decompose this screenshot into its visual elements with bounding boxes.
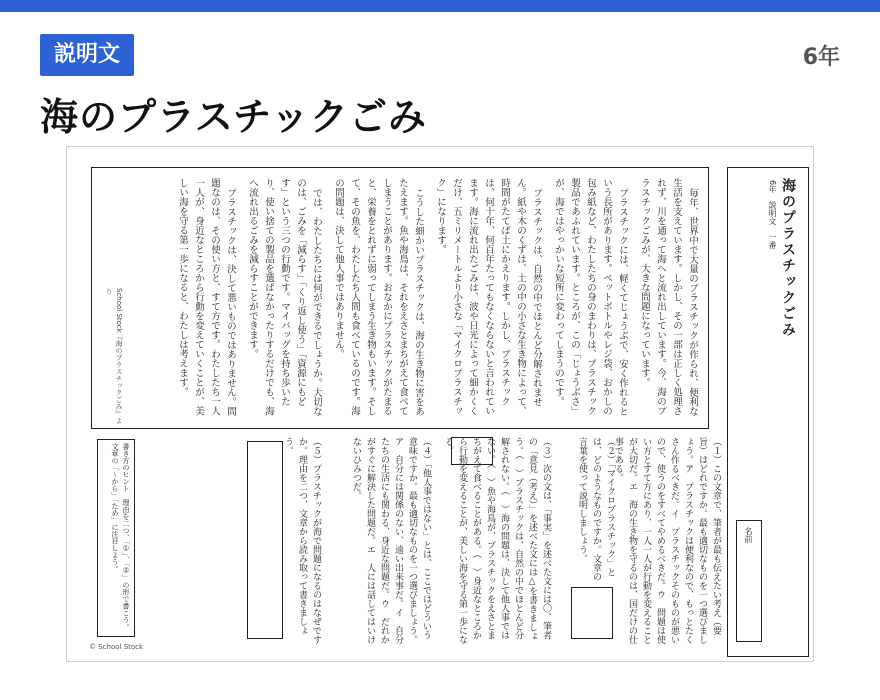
paragraph: では、わたしたちには何ができるでしょうか。大切なのは、ごみを「減らす」「くり返し使う」「資源にもどす」という三つの行動です。マイバッグを持ち歩いたり、使い捨ての製品を選ばなかったりするだけでも、海へ流れ出るごみを減らすことができます。 [247, 178, 322, 416]
name-label: 名前 [744, 527, 753, 543]
question-1: （１）この文章で、筆者が最も伝えたい考え（要旨）はどれですか。最も適切なものを一つ選びましょう。ア プラスチックは便利なので、もっとたくさん作るべきだ。イ プラスチックそのものが悪いので、使うのをすべてやめるべきだ。ウ 問題は使い方とすて方にあり、一人一人が行動を変えることが大切だ。エ 海の生き物を守るのは、国だけの仕事である。 [613, 437, 721, 644]
worksheet-subtitle: 6年 説明文 一番 [768, 180, 777, 250]
worksheet-title: 海のプラスチックごみ [780, 178, 796, 338]
question-5: （５）プラスチックが海で問題になるのはなぜですか。理由を二つ、文章から読み取って書きましょう。 [283, 437, 321, 644]
worksheet-title-panel [727, 167, 809, 657]
worksheet-preview[interactable] [66, 146, 814, 662]
copyright: © School Stock [89, 643, 144, 651]
paragraph: プラスチックは、自然の中でほとんど分解されません。紙や木のくずは、土の中の小さな生き物によって、時間がたてば土にかえります。しかし、プラスチックは、何十年、何百年たってもなくならないと言われています。海に流れ出たごみは、波や日光によって細かくくだけ、五ミリメートルより小さな「マイクロプラスチック」になります。 [435, 178, 542, 416]
reading-passage [168, 178, 700, 418]
top-accent-bar [0, 0, 880, 12]
reading-passage-box [91, 167, 709, 429]
question-3: （３）次の文は、「事実」を述べた文には〇、筆者の「意見（考え）」を述べた文には△を書きましょう。（ ）プラスチックは、自然の中でほとんど分解されない。（ ）海の問題は、決して他人事ではない。（ ）魚や海鳥が、プラスチックをえさとまちがえて食べることがある。（ ）身近なところから行動を変えることが、美しい海を守る第一歩になる。 [443, 437, 551, 644]
question-2: （２）「マイクロプラスチック」とは、どのようなものですか。文章の言葉を使って説明しましょう。 [577, 437, 615, 581]
questions-area [207, 437, 723, 647]
question-4: （４）「他人事ではない」とは、ここではどういう意味ですか。最も適切なものを一つ選びましょう。ア 自分には関係のない、遠い出来事だ。イ 自分たちの生活にも関わる、身近な問題だ。ウ だれかがすぐに解決した問題だ。エ 人には話してはいけないひみつだ。 [351, 437, 431, 644]
answer-box-2 [571, 587, 613, 639]
page-title: 海のプラスチックごみ [40, 95, 427, 139]
answer-box-5 [247, 441, 283, 639]
paragraph: プラスチックには、軽くてじょうぶで、安く作れるという長所があります。ペットボトルやレジ袋、おかしの包み紙など、わたしたちの身のまわりは、プラスチック製品であふれています。ところが、この「じょうぶさ」が、海ではやっかいな短所に変わってしまうのです。 [553, 178, 628, 416]
name-field [736, 520, 762, 642]
source-citation: School Stock『海のプラスチックごみ』より [105, 288, 123, 424]
writing-hint-box: 書き方のヒント 理由を二つ、「①」、「②」の形で書こう。文章の「～から」「ため」に注目しよう。 [97, 439, 135, 637]
paragraph: 毎年、世界中で大量のプラスチックが作られ、便利な生活を支えています。しかし、その一部は正しく処理されず、川を通って海へと流れ出しています。今、海のプラスチックごみが、大きな問題になっています。 [639, 178, 698, 416]
category-badge: 説明文 [40, 34, 134, 76]
paragraph: プラスチックは、決して悪いものではありません。問題なのは、その使い方と、すて方です。わたしたち一人一人が、身近なところから行動を変えていくことが、美しい海を守る第一歩になると、わたしは考えます。 [177, 178, 236, 416]
paragraph: こうした細かいプラスチックは、海の生き物に害をあたえます。魚や海鳥は、それをえさとまちがえて食べてしまうことがあります。おなかにプラスチックがたまると、栄養をとれずに弱ってしまう生き物もいます。そして、その魚を、わたしたち人間も食べているのです。海の問題は、決して他人事ではありません。 [333, 178, 424, 416]
answer-box-3 [451, 437, 493, 465]
grade-label: 6年 [802, 45, 840, 70]
